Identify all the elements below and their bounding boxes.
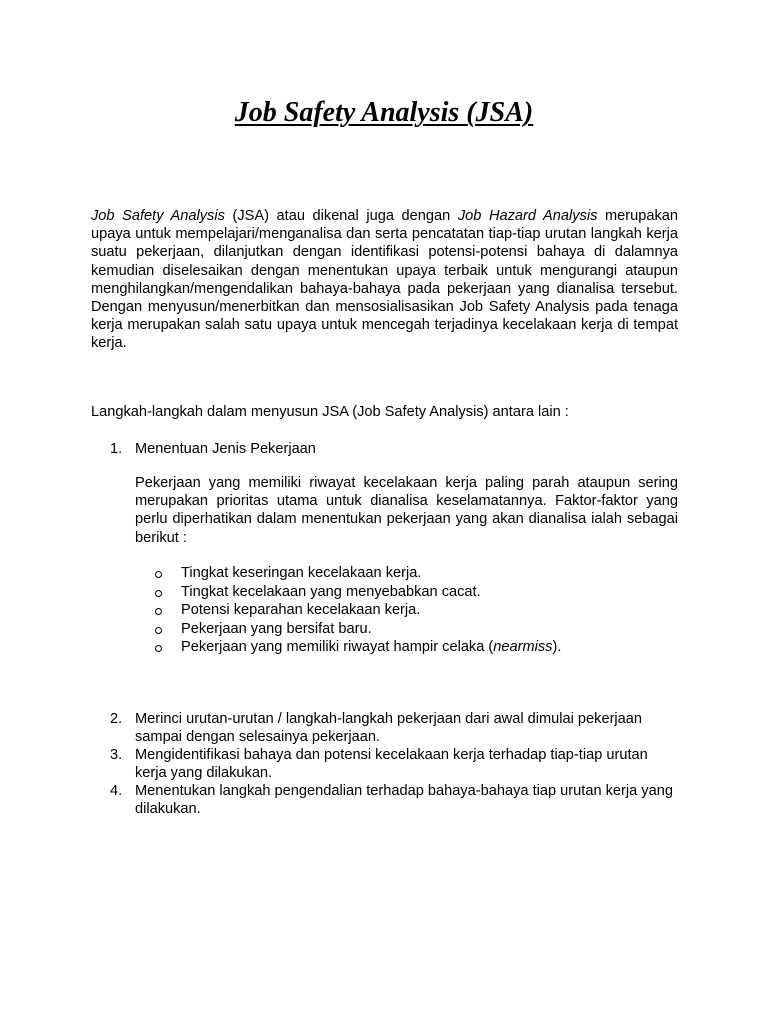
intro-text-2: merupakan upaya untuk mempelajari/menganalisa dan serta pencatatan tiap-tiap urutan langkah kerja suatu pekerjaan, dilanjutkan dengan identifikasi potensi-potensi bahaya di dalamnya kemudian diselesaikan dengan menentukan upaya terbaik untuk mengurangi ataupun menghilangkan/mengendalikan bahaya-bahaya pada pekerjaan yang dianalisa tersebut. Dengan menyusun/menerbitkan dan mensosialisasikan Job Safety Analysis pada tenaga kerja merupakan salah satu upaya untuk mencegah terjadinya kecelakaan kerja di tempat kerja.	[91, 208, 679, 352]
step-text: Merinci urutan-urutan / langkah-langkah pekerjaan dari awal dimulai pekerjaan sampai dengan selesainya pekerjaan.	[135, 711, 643, 746]
circle-bullet-icon	[155, 590, 162, 597]
document-title: Job Safety Analysis (JSA)	[234, 97, 534, 128]
circle-bullet-icon	[155, 608, 162, 615]
factor-item	[155, 564, 675, 583]
circle-bullet-icon	[155, 627, 162, 634]
intro-text-1: (JSA) atau dikenal juga dengan	[224, 208, 458, 224]
step-text: Menentukan langkah pengendalian terhadap bahaya-bahaya tiap urutan kerja yang dilakukan.	[135, 783, 673, 818]
intro-term-jsa: Job Safety Analysis	[91, 208, 225, 224]
factor-text: Tingkat keseringan kecelakaan kerja.	[181, 565, 422, 581]
step-text: Mengidentifikasi bahaya dan potensi kecelakaan kerja terhadap tiap-tiap urutan kerja yang dilakukan.	[135, 747, 648, 782]
factor-text: Pekerjaan yang bersifat baru.	[181, 620, 372, 637]
circle-bullet-icon	[155, 571, 162, 578]
factor-text: Tingkat kecelakaan yang menyebabkan cacat.	[181, 583, 481, 600]
factor-item	[155, 601, 675, 620]
factor-text-prefix: Pekerjaan yang memiliki riwayat hampir celaka (	[181, 639, 494, 656]
steps-heading: Langkah-langkah dalam menyusun JSA (Job Safety Analysis) antara lain :	[91, 404, 569, 420]
intro-paragraph	[91, 207, 678, 353]
step-1-description: Pekerjaan yang memiliki riwayat kecelakaan kerja paling parah ataupun sering merupakan prioritas utama untuk dianalisa keselamatannya. Faktor-faktor yang perlu diperhatikan dalam menentukan pekerjaan yang akan dianalisa ialah sebagai berikut :	[135, 475, 678, 546]
factor-term-nearmiss: nearmiss	[493, 639, 553, 656]
step-number: 1.	[110, 441, 123, 457]
factor-item	[155, 620, 675, 639]
factor-item	[155, 638, 675, 657]
step-number: 2.	[110, 711, 123, 727]
factor-list	[155, 564, 675, 657]
step-number: 4.	[110, 783, 123, 799]
intro-term-jha: Job Hazard Analysis	[457, 208, 598, 224]
step-number: 3.	[110, 747, 123, 763]
factor-item	[155, 583, 675, 602]
factor-text-suffix: ).	[552, 639, 562, 656]
circle-bullet-icon	[155, 645, 162, 652]
factor-text: Potensi keparahan kecelakaan kerja.	[181, 602, 421, 619]
step-text: Menentuan Jenis Pekerjaan	[135, 441, 316, 457]
